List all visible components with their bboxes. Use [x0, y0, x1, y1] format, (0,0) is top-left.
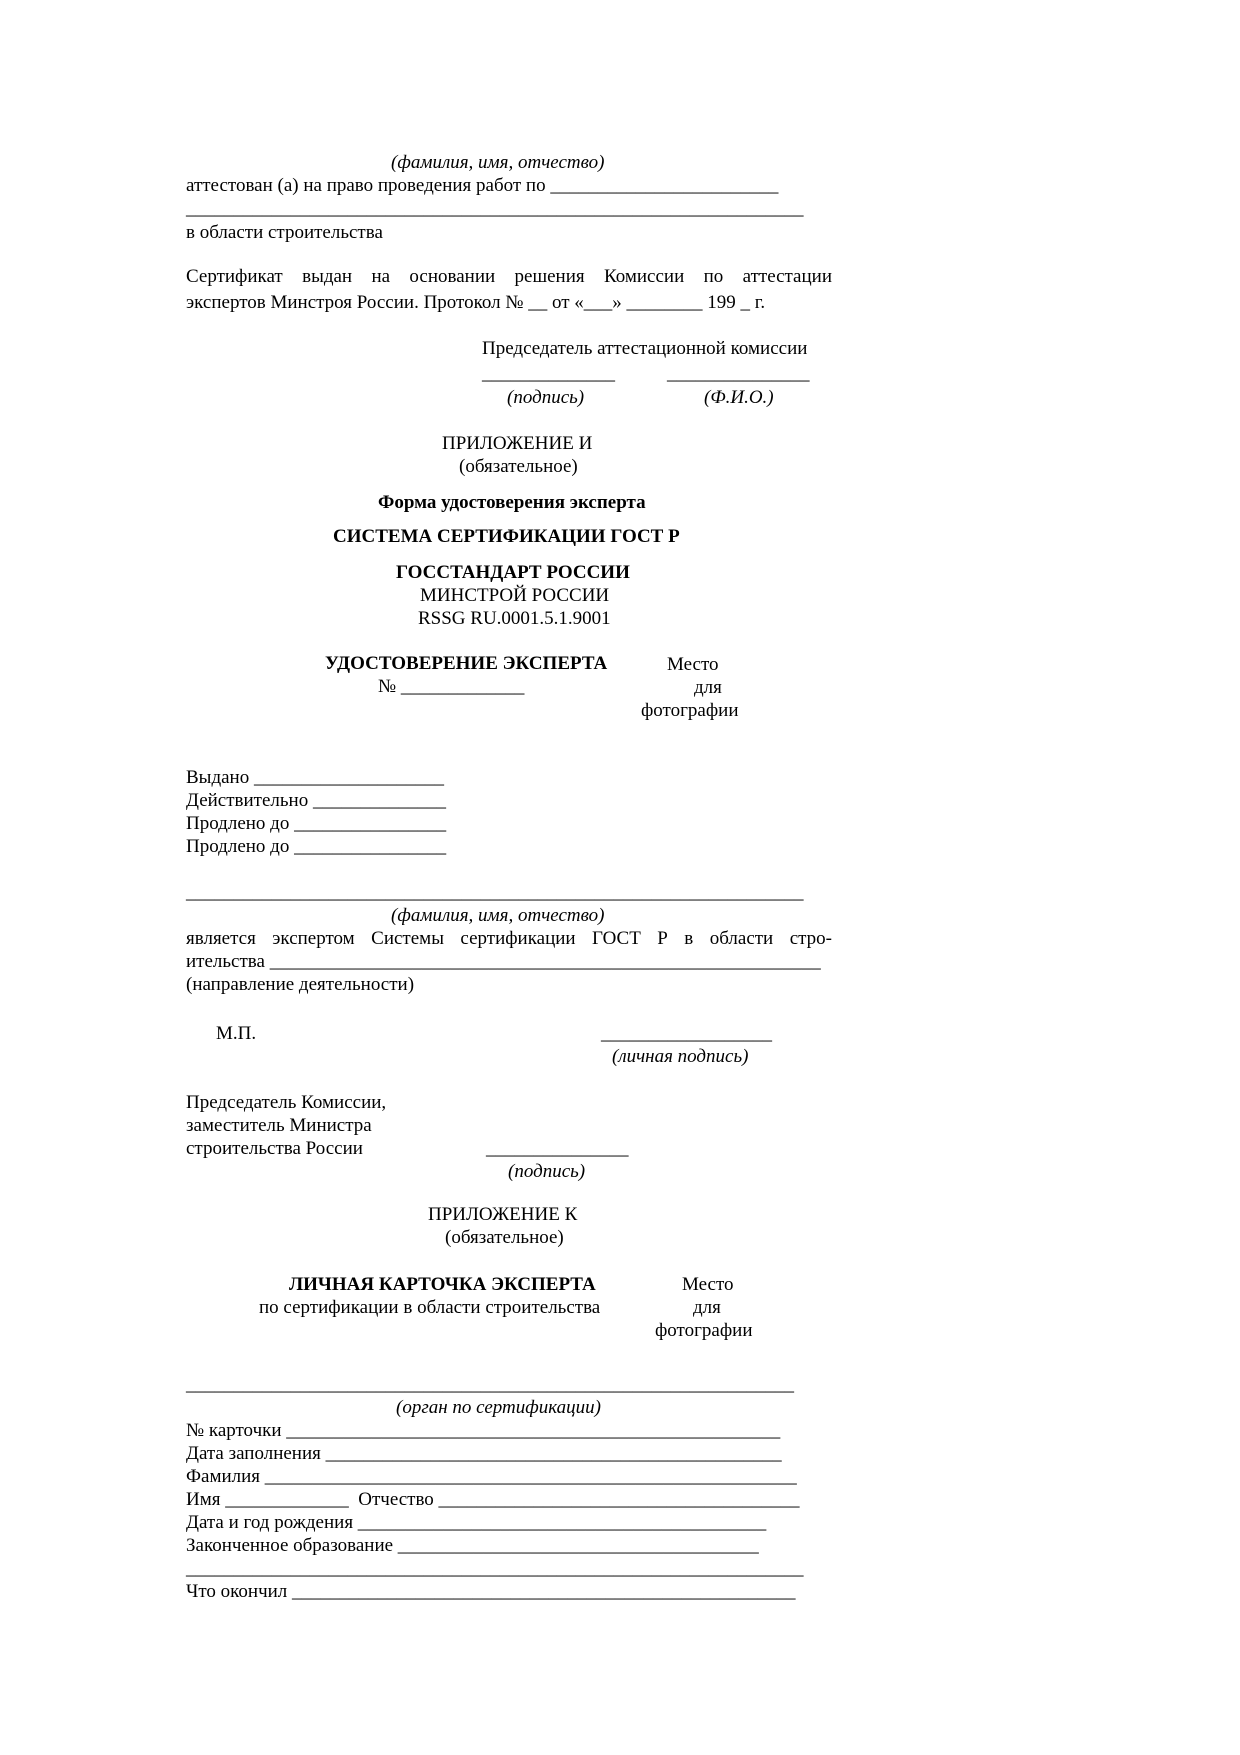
- chair-sign-caption: (подпись): [508, 1161, 586, 1182]
- fio-short-caption: (Ф.И.О.): [704, 387, 774, 408]
- annex-k-mandatory: (обязательное): [445, 1227, 564, 1248]
- chairman-label: Председатель аттестационной комиссии: [482, 338, 808, 359]
- card-number-field: № карточки ____________________________________________________: [186, 1420, 781, 1441]
- certificate-number-line: № _____________: [378, 676, 525, 697]
- personal-sign-caption: (личная подпись): [612, 1046, 749, 1067]
- attested-line: аттестован (а) на право проведения работ по ________________________: [186, 175, 779, 196]
- chair-line-2: заместитель Министра: [186, 1115, 372, 1136]
- issued-line: Выдано ____________________: [186, 767, 444, 788]
- direction-caption: (направление деятельности): [186, 974, 415, 995]
- certification-body-line: ________________________________________________________________: [186, 1374, 794, 1395]
- education-extra-line: _________________________________________________________________: [186, 1558, 804, 1579]
- system-title: СИСТЕМА СЕРТИФИКАЦИИ ГОСТ Р: [333, 526, 680, 547]
- name-patronymic-field: Имя _____________ Отчество ______________________________________: [186, 1489, 800, 1510]
- card-title: ЛИЧНАЯ КАРТОЧКА ЭКСПЕРТА: [289, 1274, 596, 1295]
- seal-label: М.П.: [216, 1023, 257, 1044]
- certification-body-caption: (орган по сертификации): [396, 1397, 601, 1418]
- fill-date-field: Дата заполнения ________________________________________________: [186, 1443, 782, 1464]
- expert-statement-line1: является экспертом Системы сертификации ГОСТ Р в области стро-: [186, 928, 832, 949]
- card-subtitle: по сертификации в области строительства: [259, 1297, 601, 1318]
- education-field: Законченное образование ______________________________________: [186, 1535, 759, 1556]
- cert-paragraph-line2: экспертов Минстроя России. Протокол № __ от «___» ________ 199 _ г.: [186, 292, 766, 313]
- card-photo-place-1: Место: [682, 1274, 734, 1295]
- photo-place-1: Место: [667, 654, 719, 675]
- certificate-title: УДОСТОВЕРЕНИЕ ЭКСПЕРТА: [325, 653, 608, 674]
- minstroy-title: МИНСТРОЙ РОССИИ: [420, 585, 610, 606]
- card-photo-place-3: фотографии: [655, 1320, 753, 1341]
- valid-line: Действительно ______________: [186, 790, 446, 811]
- card-photo-place-2: для: [693, 1297, 721, 1318]
- annex-k-title: ПРИЛОЖЕНИЕ К: [428, 1204, 578, 1225]
- annex-i-title: ПРИЛОЖЕНИЕ И: [442, 433, 593, 454]
- chair-line-3: строительства России: [186, 1138, 363, 1159]
- system-code: RSSG RU.0001.5.1.9001: [418, 608, 611, 629]
- graduated-field: Что окончил _____________________________________________________: [186, 1581, 796, 1602]
- expert-fio-line: _________________________________________________________________: [186, 882, 804, 903]
- construction-area: в области строительства: [186, 222, 383, 243]
- photo-place-3: фотографии: [641, 700, 739, 721]
- birth-date-field: Дата и год рождения ___________________________________________: [186, 1512, 767, 1533]
- surname-field: Фамилия ________________________________________________________: [186, 1466, 797, 1487]
- sign-caption: (подпись): [507, 387, 585, 408]
- chair-sign-blank: _______________: [486, 1138, 629, 1159]
- sign-blank: ______________: [482, 363, 615, 384]
- personal-sign-blank: __________________: [601, 1023, 772, 1044]
- form-title: Форма удостоверения эксперта: [378, 492, 646, 513]
- fio-blank: _______________: [667, 363, 810, 384]
- photo-place-2: для: [694, 677, 722, 698]
- expert-fio-caption: (фамилия, имя, отчество): [391, 905, 605, 926]
- annex-i-mandatory: (обязательное): [459, 456, 578, 477]
- gosstandart-title: ГОССТАНДАРТ РОССИИ: [396, 562, 630, 583]
- expert-statement-line2: ительства __________________________________________________________: [186, 951, 821, 972]
- extended-line-2: Продлено до ________________: [186, 836, 447, 857]
- cert-paragraph-line1: Сертификат выдан на основании решения Комиссии по аттестации: [186, 266, 832, 287]
- chair-line-1: Председатель Комиссии,: [186, 1092, 387, 1113]
- extended-line-1: Продлено до ________________: [186, 813, 447, 834]
- blank-line: _________________________________________________________________: [186, 198, 804, 219]
- fio-caption: (фамилия, имя, отчество): [391, 152, 605, 173]
